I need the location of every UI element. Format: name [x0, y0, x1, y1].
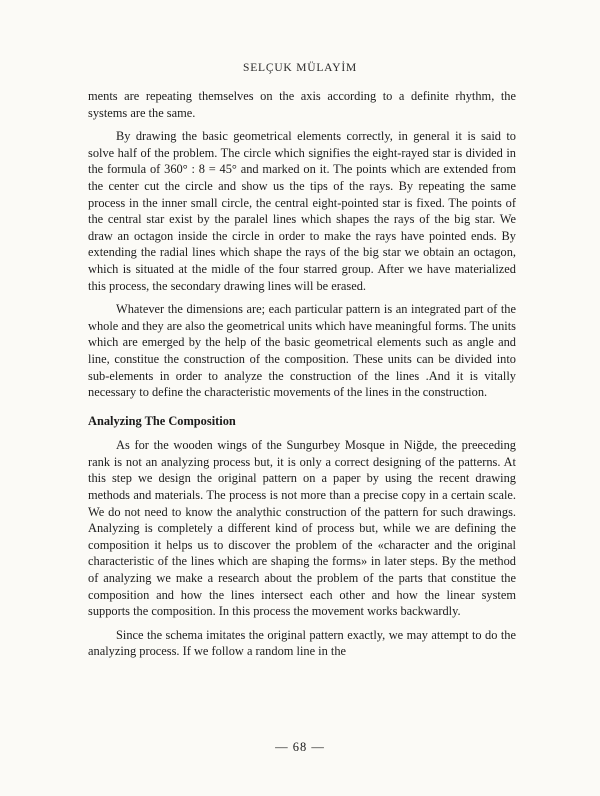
paragraph-schema: Since the schema imitates the original pattern exactly, we may attempt to do the analyzing process. If we follow a random line in the [88, 627, 516, 659]
paragraph-wooden-wings: As for the wooden wings of the Sungurbey Mosque in Niğde, the preeceding rank is not an analyzing process but, it is only a correct designing of the patterns. At this step we design the original pattern on a paper by using the recent drawing methods and materials. The process is not more than a precise copy in a certain scale. We do not need to know the analythic construction of the pattern for such drawings. Analyzing is completely a different kind of process but, while we are defining the composition it helps us to discover the problem of the «character and the original characteristic of the lines which are shaping the forms» in later steps. By the method of analyzing we make a research about the problem of the parts that constitue the composition and how the lines intersect each other and how the linear system supports the composition. In this process the movement works backwardly. [88, 438, 516, 619]
running-head-author: SELÇUK MÜLAYİM [243, 62, 357, 74]
section-heading: Analyzing The Composition [88, 413, 236, 428]
page-number: — 68 — [275, 740, 325, 754]
paragraph-dimensions: Whatever the dimensions are; each particular pattern is an integrated part of the whole and they are also the geometrical units which have meaningful forms. The units which are emerged by the help of the basic geometrical elements such as angle and line, constitue the construction of the composition. These units can be divided into sub-elements in order to analyze the construction of the lines .And it is vitally necessary to define the characteristic movements of the lines in the construction. [88, 302, 516, 400]
body-text [88, 88, 516, 667]
paragraph-drawing-elements: By drawing the basic geometrical elements correctly, in general it is said to solve half of the problem. The circle which signifies the eight-rayed star is divided in the formula of 360° : 8 = 45° and marked on it. The points which are extended from the center cut the circle and show us the tips of the rays. By repeating the same process in the inner small circle, the central eight-pointed star is fixed. The points of the central star exist by the paralel lines which shapes the rays of the big star. We draw an octagon inside the circle in order to make the rays have pointed ends. By extending the radial lines which shape the rays of the big star we obtain an octagon, which is situated at the midle of the four starred group. After we have materialized this process, the secondary drawing lines will be erased. [88, 129, 516, 293]
paragraph-continuation: ments are repeating themselves on the axis according to a definite rhythm, the systems are the same. [88, 89, 516, 120]
